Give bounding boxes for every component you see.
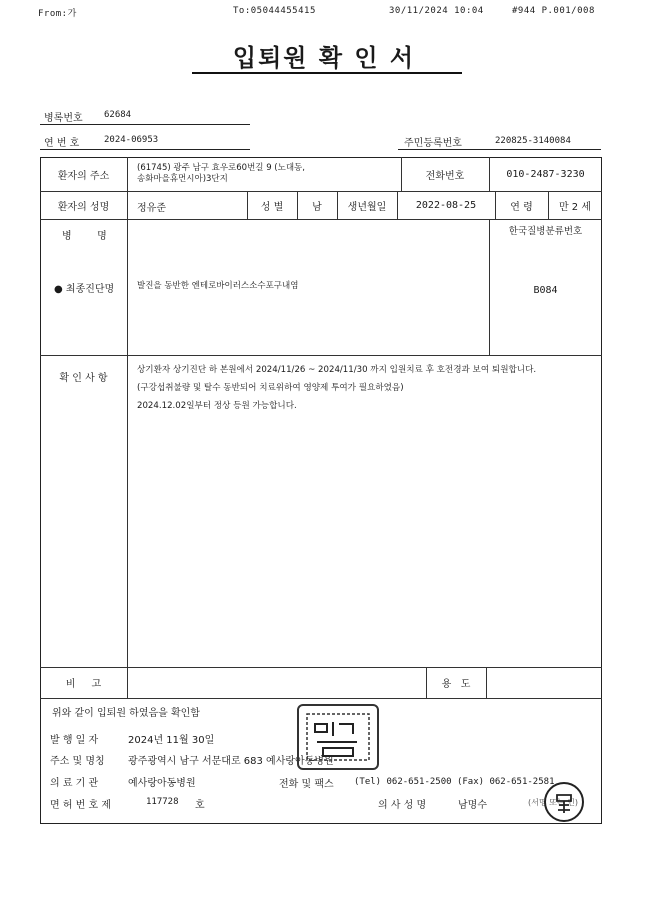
address-value — [137, 163, 399, 185]
serial-number-underline — [40, 149, 250, 150]
col-line — [486, 667, 487, 698]
doctor-value: 남명수 — [458, 800, 487, 811]
row-line — [40, 698, 602, 699]
license-suffix: 호 — [195, 800, 205, 811]
doctor-seal-graphic — [550, 788, 578, 816]
col-line — [127, 157, 128, 698]
row-line — [40, 355, 602, 356]
usage-label: 용 도 — [441, 679, 471, 690]
serial-number-label: 연 번 호 — [44, 138, 80, 149]
phone-label: 전화번호 — [425, 170, 465, 182]
sex-label: 성 별 — [260, 201, 284, 213]
confirmation-line-2: (구강섭취불량 및 탈수 동반되어 치료위하여 영양제 투여가 필요하였음) — [137, 383, 404, 393]
institution-label: 의 료 기 관 — [50, 778, 99, 789]
resident-number-value: 220825-3140084 — [495, 136, 571, 146]
hospital-stamp — [297, 704, 379, 770]
contact-value: (Tel) 062-651-2500 (Fax) 062-651-2581 — [354, 777, 555, 787]
hospital-stamp-graphic — [303, 710, 373, 764]
address-line-1: (61745) 광주 남구 효우로60번길 9 (노대동, — [137, 163, 305, 173]
license-value: 117728 — [146, 797, 179, 807]
address-name-value: 광주광역시 남구 서문대로 683 예사랑아동병원 — [128, 756, 334, 767]
doctor-label: 의 사 성 명 — [378, 800, 427, 811]
doctor-seal — [544, 782, 584, 822]
disease-code-header: 한국질병분류번호 — [508, 226, 583, 237]
age-value: 만 2 세 — [558, 201, 592, 213]
name-value: 정유준 — [137, 203, 166, 214]
fax-page: #944 P.001/008 — [512, 6, 595, 16]
sex-value: 남 — [312, 201, 322, 213]
confirmation-statement: 위와 같이 입퇴원 하였음을 확인함 — [52, 708, 200, 719]
resident-number-label: 주민등록번호 — [404, 138, 462, 149]
row-line — [40, 219, 602, 220]
confirmation-text — [137, 361, 597, 415]
confirmation-line-1: 상기환자 상기진단 하 본원에서 2024/11/26 ~ 2024/11/30 까지 입원치료 후 호전경과 보여 퇴원합니다. — [137, 365, 537, 375]
confirmation-label: 확 인 사 항 — [59, 372, 108, 384]
age-label: 연 령 — [510, 201, 533, 213]
confirmation-line-3: 2024.12.02일부터 정상 등원 가능합니다. — [137, 401, 297, 411]
phone-value: 010-2487-3230 — [506, 168, 585, 180]
disease-code-value: B084 — [533, 284, 558, 296]
address-line-2: 송화마을휴먼시아)3단지 — [137, 174, 228, 184]
chart-number-value: 62684 — [104, 110, 132, 120]
issue-date-value: 2024년 11월 30일 — [128, 735, 215, 746]
fax-from: From:가 — [38, 9, 77, 19]
document-title: 입퇴원 확 인 서 — [232, 44, 416, 72]
remarks-label: 비 고 — [65, 679, 102, 690]
address-name-label: 주소 및 명칭 — [50, 756, 105, 767]
final-diagnosis-value: 발진을 동반한 엔테로바이러스소수포구내염 — [137, 281, 299, 291]
contact-label: 전화 및 팩스 — [279, 779, 334, 790]
issue-date-label: 발 행 일 자 — [50, 735, 99, 746]
institution-value: 예사랑아동병원 — [128, 778, 196, 789]
title-underline — [192, 72, 462, 74]
fax-to: To:05044455415 — [233, 6, 316, 16]
birth-value: 2022-08-25 — [415, 199, 477, 211]
fax-datetime: 30/11/2024 10:04 — [389, 6, 484, 16]
address-label: 환자의 주소 — [57, 170, 110, 182]
name-label: 환자의 성명 — [57, 201, 110, 213]
diagnosis-section-label: 병 명 — [62, 231, 107, 242]
serial-number-value: 2024-06953 — [104, 135, 159, 145]
license-label: 면 허 번 호 제 — [50, 800, 112, 811]
birth-label: 생년월일 — [347, 201, 387, 213]
seal-note: (서명 또는 인) — [528, 798, 578, 807]
chart-number-underline — [40, 124, 250, 125]
chart-number-label: 병록번호 — [44, 113, 83, 124]
final-diagnosis-label: ● 최종진단명 — [54, 284, 115, 295]
resident-number-underline — [398, 149, 601, 150]
